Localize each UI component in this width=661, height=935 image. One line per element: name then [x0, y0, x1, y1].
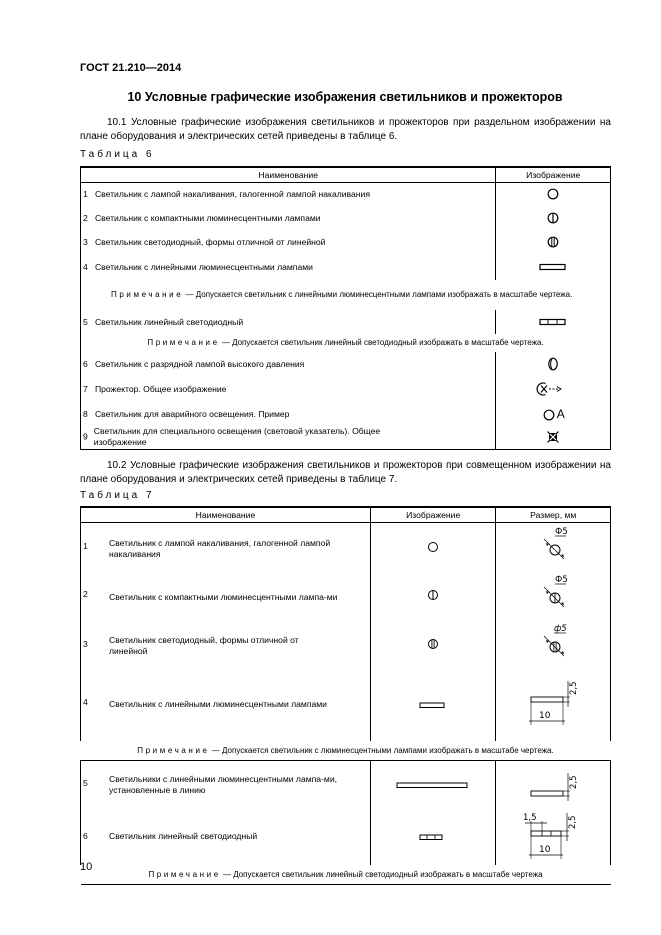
diameter-dimension-icon — [528, 525, 578, 569]
page-number: 10 — [80, 861, 93, 873]
linear-dimension-icon — [523, 677, 583, 733]
lamp-row-symbol-icon — [395, 780, 471, 790]
led-lamp-symbol-icon — [426, 637, 440, 651]
table-row: 3 Светильник светодиодный, формы отличной от линейной ф5 — [81, 619, 611, 669]
hid-lamp-symbol-icon — [546, 356, 560, 372]
incandescent-lamp-symbol-icon — [546, 187, 560, 201]
table-row: 4 Светильник с линейными люминесцентными лампами 10 2,5 — [81, 669, 611, 741]
table-7 — [80, 506, 611, 885]
table-row: 5 Светильники с линейными люминесцентными лампа-ми, установленные в линию 2,5 — [81, 761, 611, 809]
table-note: Примечание — Допускается светильник линейный светодиодный изображать в масштабе чертежа. — [147, 338, 544, 347]
table-row: 6 Светильник линейный светодиодный 1,5 10 2,5 — [81, 809, 611, 865]
dim-h-label: 2,5 — [568, 814, 579, 829]
table7-header-image: Изображение — [370, 507, 496, 523]
table-row: 9Светильник для специального освещения (световой указатель). Общее изображение — [81, 426, 611, 450]
compact-fluorescent-symbol-icon — [426, 588, 440, 602]
table6-caption: Таблица 6 — [80, 149, 155, 160]
table6-header-image: Изображение — [496, 167, 611, 183]
diameter-dimension-icon — [528, 622, 578, 666]
dim-d5-label: Ф5 — [555, 526, 568, 537]
table-note: Примечание — Допускается светильник с люминесцентными лампами изображать в масштабе чертежа. — [137, 745, 554, 755]
table-row: 7 Прожектор. Общее изображение — [81, 377, 611, 402]
table-row: 2 Светильник с компактными люминесцентными лампами — [81, 206, 611, 230]
incandescent-lamp-symbol-icon — [426, 540, 440, 554]
table7-caption: Таблица 7 — [80, 490, 155, 501]
table-row: 2 Светильник с компактными люминесцентными лампа-ми Ф5 — [81, 571, 611, 619]
table7-header-name: Наименование — [81, 507, 371, 523]
document-id: ГОСТ 21.210—2014 — [80, 62, 182, 74]
dim-d5b-label: ф5 — [554, 623, 567, 634]
linear-dimension-icon — [523, 765, 583, 805]
compact-fluorescent-symbol-icon — [546, 211, 560, 225]
led-lamp-symbol-icon — [546, 235, 560, 249]
floodlight-symbol-icon — [536, 380, 570, 398]
table-note: Примечание — Допускается светильник с линейными люминесцентными лампами изображать в масштабе чертежа. — [111, 290, 573, 299]
linear-led-symbol-icon — [419, 832, 447, 842]
linear-fluorescent-symbol-icon — [539, 262, 567, 272]
emergency-lamp-label: А — [556, 406, 565, 421]
section-title: 10 Условные графические изображения светильников и прожекторов — [127, 90, 563, 104]
dim-s-label: 1,5 — [523, 812, 537, 823]
dim-h-label: 2,5 — [569, 775, 580, 789]
emergency-lamp-symbol-icon — [542, 407, 556, 421]
led-dimension-icon — [521, 809, 585, 865]
table-note: Примечание — Допускается светильник линейный светодиодный изображать в масштабе чертежа — [148, 869, 543, 879]
table-6 — [80, 166, 611, 450]
paragraph-10-2: 10.2 Условные графические изображения светильников и прожекторов при совмещенном изображении на плане оборудования и электрических сетей приведены в таблице 7. — [80, 460, 611, 485]
diameter-dimension-icon — [528, 573, 578, 617]
dim-h-label: 2,5 — [569, 680, 580, 695]
table-row: 5 Светильник линейный светодиодный — [81, 310, 611, 334]
paragraph-10-1: 10.1 Условные графические изображения светильников и прожекторов при раздельном изображении на плане оборудования и электрических сетей приведены в таблице 6. — [80, 117, 611, 142]
table-row: 1 Светильник с лампой накаливания, галогенной лампой накаливания — [81, 183, 611, 206]
dim-w-label: 10 — [539, 844, 551, 855]
exit-sign-symbol-icon — [546, 430, 560, 444]
dim-d5-label: Ф5 — [555, 574, 568, 585]
table7-header-size: Размер, мм — [496, 507, 611, 523]
table-row: 4 Светильник с линейными люминесцентными лампами — [81, 255, 611, 280]
linear-led-symbol-icon — [539, 317, 567, 327]
table-row: 1 Светильник с лампой накаливания, галогенной лампой накаливания Ф5 — [81, 523, 611, 571]
table-row: 3 Светильник светодиодный, формы отличной от линейной — [81, 230, 611, 255]
table-row: 6 Светильник с разрядной лампой высокого давления — [81, 352, 611, 377]
table-row: 8 Светильник для аварийного освещения. Пример А — [81, 402, 611, 426]
dim-w-label: 10 — [539, 710, 551, 721]
table6-header-name: Наименование — [81, 167, 496, 183]
linear-fluorescent-symbol-icon — [419, 700, 447, 710]
